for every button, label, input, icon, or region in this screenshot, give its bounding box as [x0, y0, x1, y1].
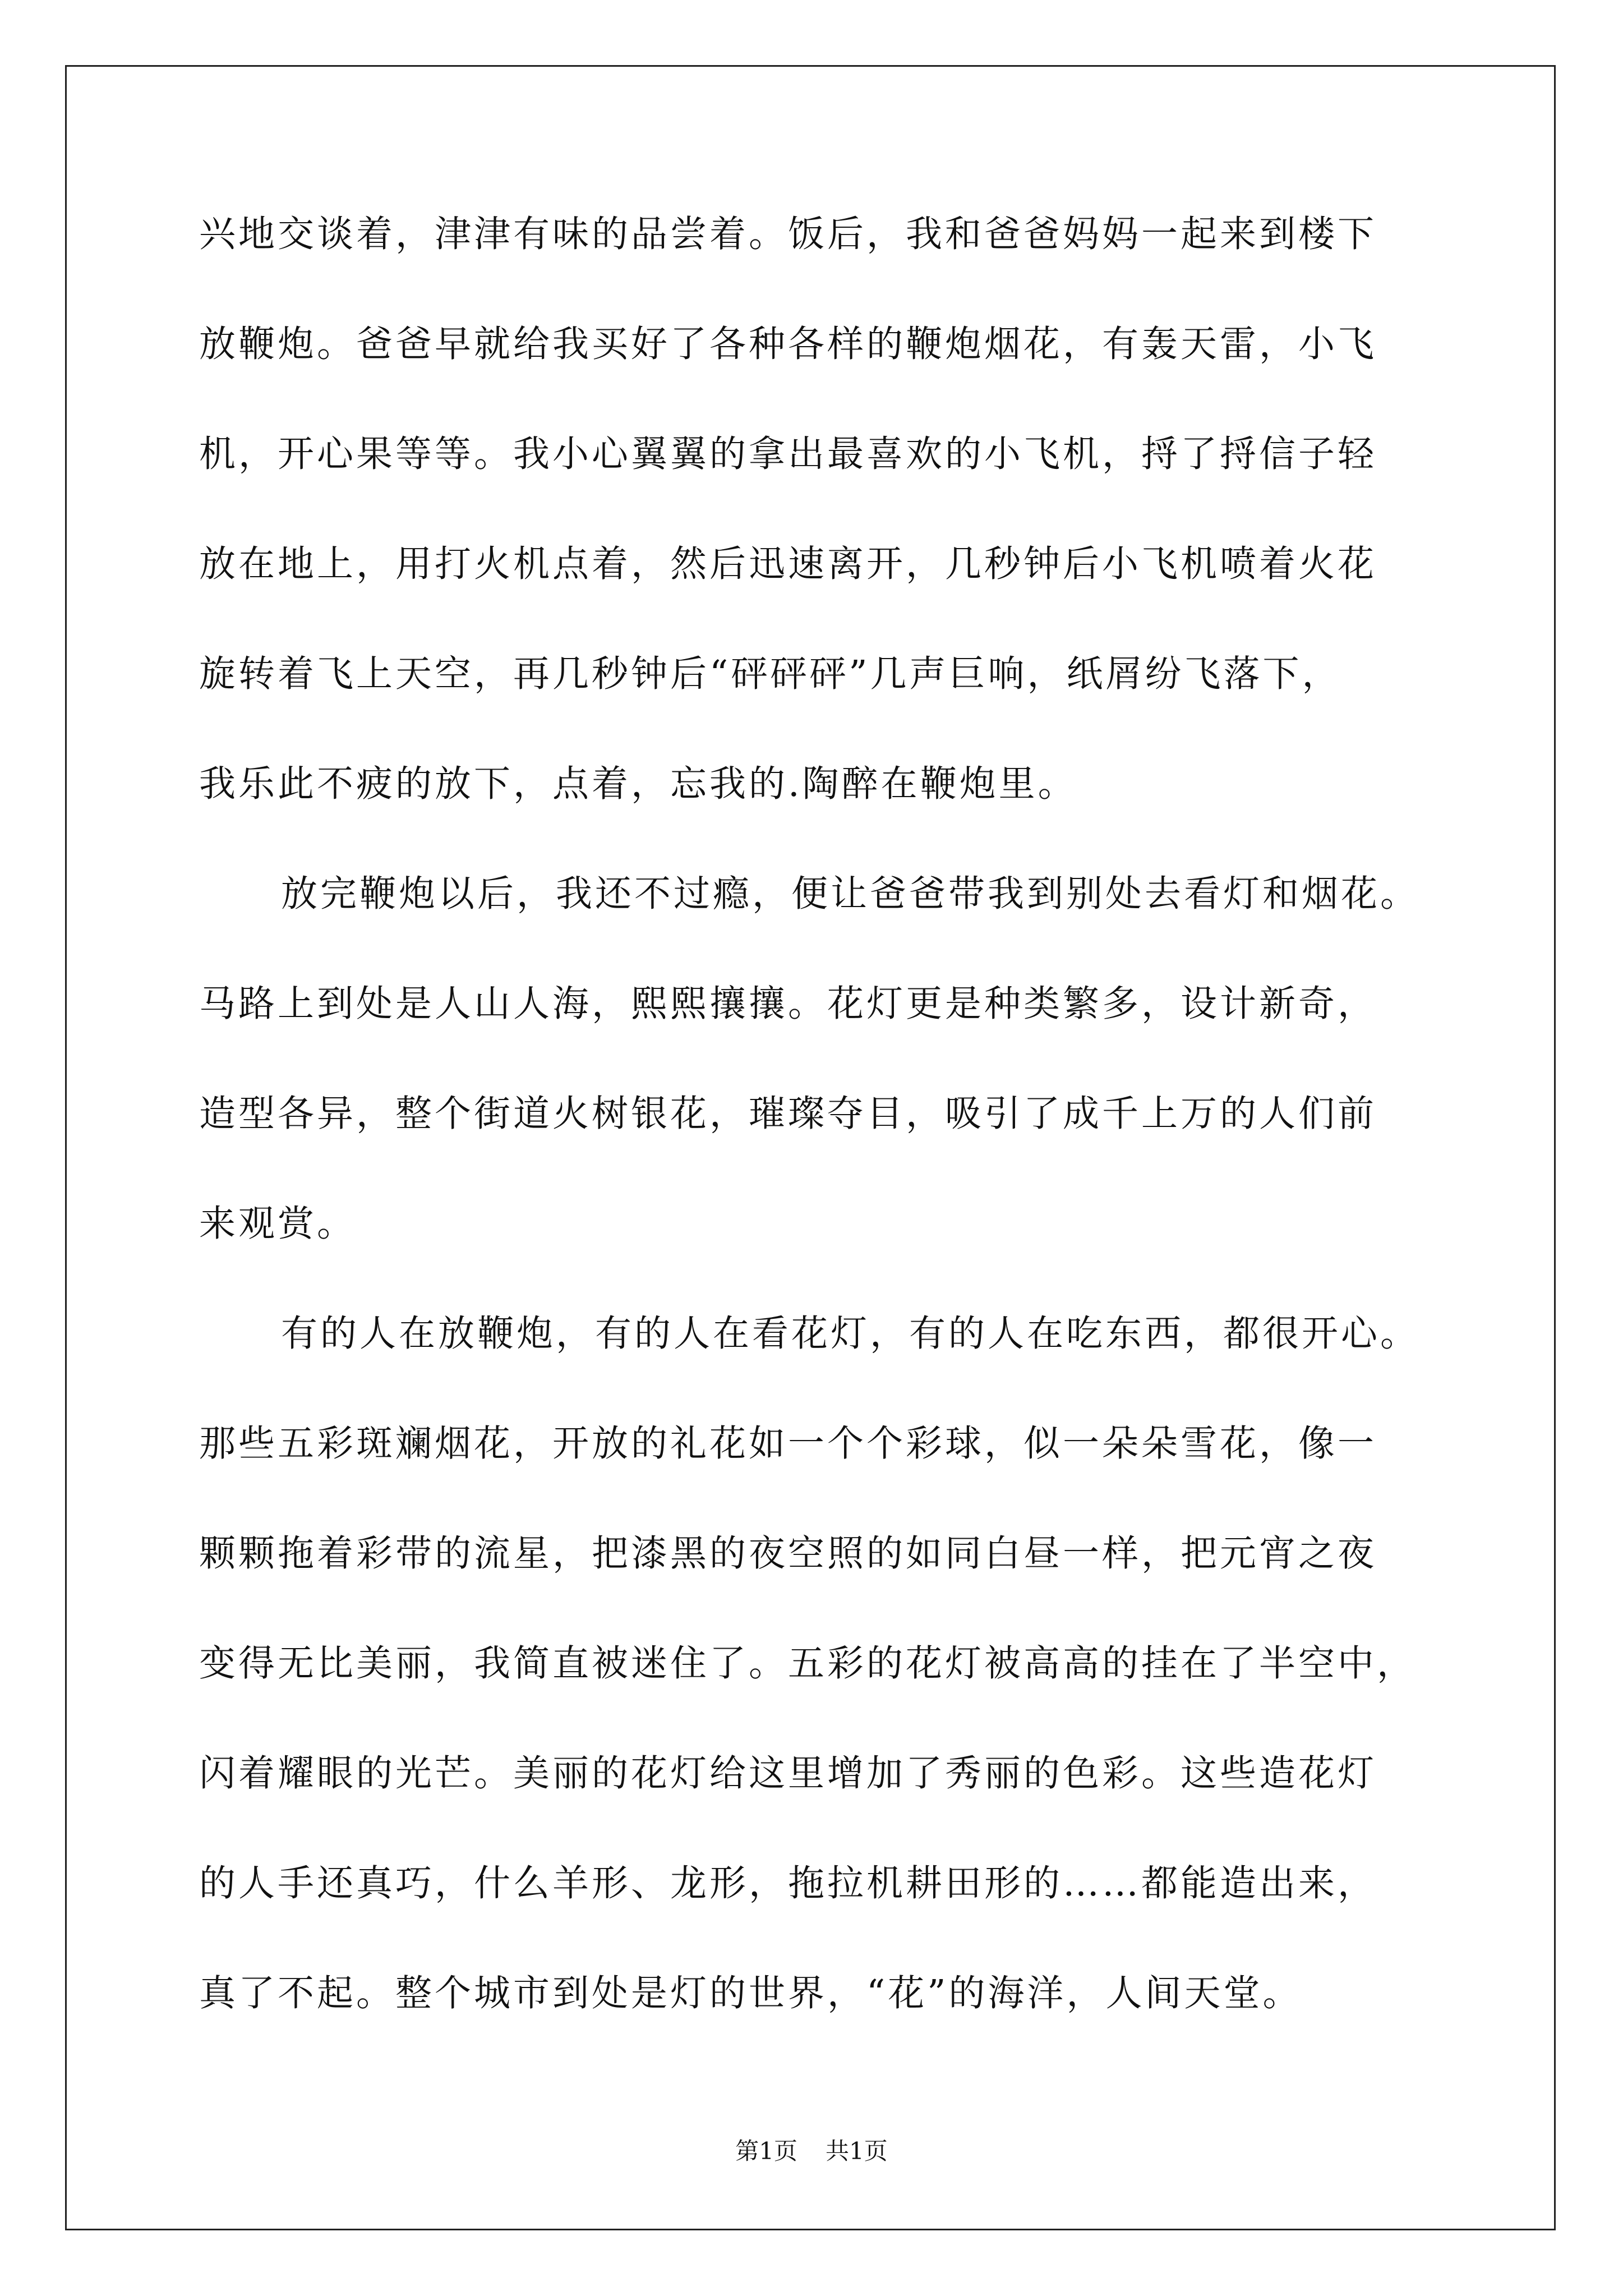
- text-line: 放鞭炮。爸爸早就给我买好了各种各样的鞭炮烟花，有轰天雷，小飞: [199, 323, 1377, 365]
- text-line: 我乐此不疲的放下，点着，忘我的.陶醉在鞭炮里。: [199, 763, 1077, 805]
- text-line: 造型各异，整个街道火树银花，璀璨夺目，吸引了成千上万的人们前: [199, 1093, 1377, 1135]
- text-line: 闪着耀眼的光芒。美丽的花灯给这里增加了秀丽的色彩。这些造花灯: [199, 1752, 1377, 1795]
- paragraph-first-line: 有的人在放鞭炮，有的人在看花灯，有的人在吃东西，都很开心。: [281, 1313, 1420, 1355]
- text-line: 颗颗拖着彩带的流星，把漆黑的夜空照的如同白昼一样，把元宵之夜: [199, 1533, 1377, 1575]
- text-line: 的人手还真巧，什么羊形、龙形，拖拉机耕田形的……都能造出来，: [199, 1862, 1377, 1904]
- text-line: 真了不起。整个城市到处是灯的世界，“花”的海洋，人间天堂。: [199, 1972, 1302, 2014]
- paragraph-first-line: 放完鞭炮以后，我还不过瘾，便让爸爸带我到别处去看灯和烟花。: [281, 873, 1420, 915]
- document-body: [199, 206, 1444, 2076]
- page-total: 共1页: [826, 2137, 888, 2165]
- text-line: 机，开心果等等。我小心翼翼的拿出最喜欢的小飞机，捋了捋信子轻: [199, 433, 1377, 475]
- page-footer: [0, 2134, 1623, 2168]
- text-line: 那些五彩斑斓烟花，开放的礼花如一个个彩球，似一朵朵雪花，像一: [199, 1423, 1377, 1465]
- text-line: 变得无比美丽，我简直被迷住了。五彩的花灯被高高的挂在了半空中，: [199, 1642, 1417, 1685]
- page-number: 第1页: [735, 2137, 797, 2165]
- text-line: 来观赏。: [199, 1203, 357, 1245]
- text-line: 兴地交谈着，津津有味的品尝着。饭后，我和爸爸妈妈一起来到楼下: [199, 213, 1377, 255]
- text-line: 旋转着飞上天空，再几秒钟后“砰砰砰”几声巨响，纸屑纷飞落下，: [199, 653, 1341, 695]
- text-line: 放在地上，用打火机点着，然后迅速离开，几秒钟后小飞机喷着火花: [199, 543, 1377, 585]
- text-line: 马路上到处是人山人海，熙熙攘攘。花灯更是种类繁多，设计新奇，: [199, 983, 1377, 1025]
